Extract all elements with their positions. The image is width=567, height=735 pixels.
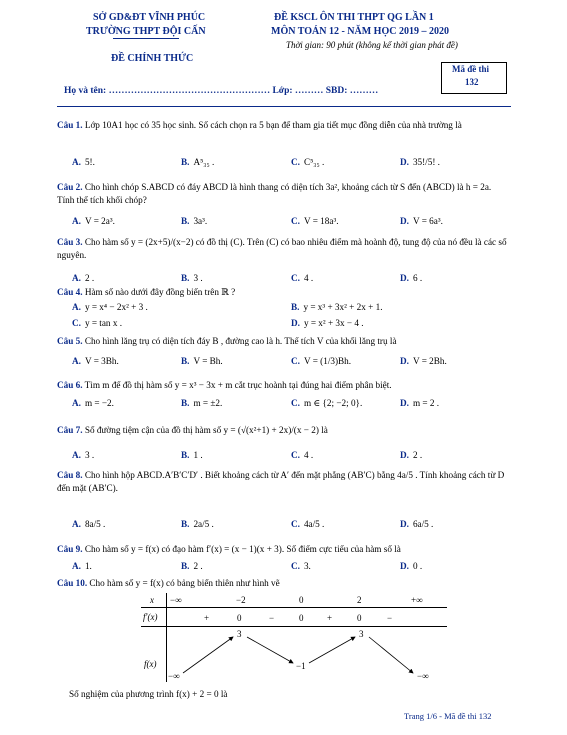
option-b: B. y = x³ + 3x² + 2x + 1.: [291, 302, 383, 312]
question-text: Cho hình lăng trụ có diện tích đáy B , đường cao là h. Thể tích V của khối lăng trụ là: [84, 336, 397, 346]
question-5: [57, 335, 507, 348]
option-c: C. y = tan x .: [72, 318, 123, 328]
sign: +: [327, 613, 333, 623]
official-label: ĐỀ CHÍNH THỨC: [111, 53, 194, 64]
subject-title: MÔN TOÁN 12 - NĂM HỌC 2019 – 2020: [271, 26, 449, 37]
question-6: [57, 379, 507, 392]
option-d: D. V = 2Bh.: [400, 356, 447, 366]
question-text: Số đường tiệm cận của đồ thị hàm số y = (√(x²+1) + 2x)/(x − 2) là: [84, 425, 328, 435]
question-number: Câu 3.: [57, 237, 83, 247]
question-text: Số nghiệm của phương trình f(x) + 2 = 0 là: [69, 689, 228, 699]
question-3: [57, 236, 507, 262]
question-text: Cho hàm số y = (2x+5)/(x−2) có đồ thị (C). Trên (C) có bao nhiêu điểm mà hoành độ, tung độ của nó đều là các số nguyên.: [57, 237, 507, 260]
question-text: Lớp 10A1 học có 35 học sinh. Số cách chọn ra 5 bạn để tham gia tiết mục đồng diễn của nhà trường là: [84, 120, 462, 130]
question-number: Câu 9.: [57, 544, 83, 554]
option-c: C. m ∈ {2; −2; 0}.: [291, 398, 363, 408]
option-d: D. 2 .: [400, 450, 423, 460]
sign: 0: [357, 613, 362, 623]
sign: 0: [299, 613, 304, 623]
f-label: f(x): [144, 659, 157, 669]
sign: −: [269, 613, 275, 623]
fprime-label: f′(x): [143, 612, 158, 622]
f-value: 3: [237, 629, 242, 639]
option-b: B. 1 .: [181, 450, 203, 460]
x-value: 2: [357, 595, 362, 605]
variation-table: [141, 593, 447, 682]
x-value: −2: [236, 595, 246, 605]
option-c: C. 4a/5 .: [291, 519, 325, 529]
question-number: Câu 7.: [57, 425, 83, 435]
question-text: Hàm số nào dưới đây đồng biến trên ℝ ?: [84, 287, 236, 297]
question-number: Câu 2.: [57, 182, 83, 192]
x-value: 0: [299, 595, 304, 605]
question-text: Tìm m để đồ thị hàm số y = x³ − 3x + m cắt trục hoành tại đúng hai điểm phân biệt.: [84, 380, 392, 390]
question-number: Câu 4.: [57, 287, 83, 297]
question-number: Câu 6.: [57, 380, 83, 390]
sign: +: [204, 613, 210, 623]
option-a: A. 2 .: [72, 273, 95, 283]
variation-arrows: [141, 593, 447, 682]
f-value: −∞: [417, 671, 429, 681]
option-c: C. 3.: [291, 561, 311, 571]
option-b: B. 3a³.: [181, 216, 208, 226]
question-1: [57, 119, 507, 132]
option-a: A. V = 3Bh.: [72, 356, 119, 366]
time-note: Thời gian: 90 phút (không kể thời gian phát đề): [286, 40, 458, 50]
question-8: [57, 469, 507, 495]
option-a: A. y = x⁴ − 2x² + 3 .: [72, 302, 148, 312]
exam-code-label: Mã đề thi: [452, 64, 489, 74]
option-d: D. 35!/5! .: [400, 157, 440, 167]
f-value: 3: [359, 629, 364, 639]
option-a: A. m = −2.: [72, 398, 114, 408]
question-7: [57, 424, 507, 437]
question-10: [57, 577, 507, 590]
option-c: C. V = (1/3)Bh.: [291, 356, 352, 366]
exam-code: 132: [465, 77, 479, 87]
option-d: D. 6a/5 .: [400, 519, 434, 529]
option-a: A. V = 2a³.: [72, 216, 115, 226]
option-b: B. 3 .: [181, 273, 203, 283]
question-2: [57, 181, 507, 207]
question-text: Cho hàm số y = f(x) có đạo hàm f′(x) = (x − 1)(x + 3). Số điểm cực tiểu của hàm số là: [84, 544, 401, 554]
option-c: C. 4 .: [291, 450, 314, 460]
option-c: C. V = 18a³.: [291, 216, 339, 226]
option-b: B. A⁵₃₅ .: [181, 157, 215, 167]
option-d: D. m = 2 .: [400, 398, 440, 408]
f-value: −1: [296, 661, 306, 671]
question-number: Câu 8.: [57, 470, 83, 480]
x-value: +∞: [411, 595, 423, 605]
divider: [113, 38, 179, 39]
option-d: D. V = 6a³.: [400, 216, 443, 226]
option-d: D. y = x² + 3x − 4 .: [291, 318, 364, 328]
question-number: Câu 10.: [57, 578, 88, 588]
option-a: A. 3 .: [72, 450, 95, 460]
option-b: B. 2a/5 .: [181, 519, 214, 529]
question-10-followup: [57, 688, 507, 701]
sign: −: [387, 613, 393, 623]
option-b: B. m = ±2.: [181, 398, 223, 408]
question-number: Câu 5.: [57, 336, 83, 346]
option-a: A. 1.: [72, 561, 92, 571]
option-d: D. 6 .: [400, 273, 423, 283]
page-footer: Trang 1/6 - Mã đề thi 132: [404, 711, 492, 721]
option-c: C. C⁵₃₅ .: [291, 157, 325, 167]
question-4: [57, 286, 507, 299]
dept-name: SỞ GD&ĐT VĨNH PHÚC: [93, 12, 206, 23]
x-value: −∞: [170, 595, 182, 605]
f-value: −∞: [168, 671, 180, 681]
option-d: D. 0 .: [400, 561, 423, 571]
question-9: [57, 543, 507, 556]
option-b: B. 2 .: [181, 561, 203, 571]
question-number: Câu 1.: [57, 120, 83, 130]
option-a: A. 8a/5 .: [72, 519, 106, 529]
question-text: Cho hàm số y = f(x) có bảng biến thiên như hình vẽ: [89, 578, 280, 588]
header-rule: [57, 106, 511, 107]
student-info-line: Họ và tên: …………………………………………… Lớp: ……… SBD: ………: [64, 86, 379, 96]
question-text: Cho hình hộp ABCD.A′B′C′D′ . Biết khoảng cách từ A′ đến mặt phẳng (AB′C) bằng 4a/5 . Tính khoảng cách từ D đến mặt (AB′C).: [57, 470, 505, 493]
option-c: C. 4 .: [291, 273, 314, 283]
question-text: Cho hình chóp S.ABCD có đáy ABCD là hình thang có diện tích 3a², khoảng cách từ S đến (ABCD) là h = 2a. Tính thể tích khối chóp?: [57, 182, 492, 205]
x-label: x: [150, 595, 154, 605]
exam-title: ĐỀ KSCL ÔN THI THPT QG LẦN 1: [274, 12, 434, 23]
option-a: A. 5!.: [72, 157, 95, 167]
option-b: B. V = Bh.: [181, 356, 223, 366]
sign: 0: [237, 613, 242, 623]
school-name: TRƯỜNG THPT ĐỘI CẤN: [86, 26, 206, 37]
